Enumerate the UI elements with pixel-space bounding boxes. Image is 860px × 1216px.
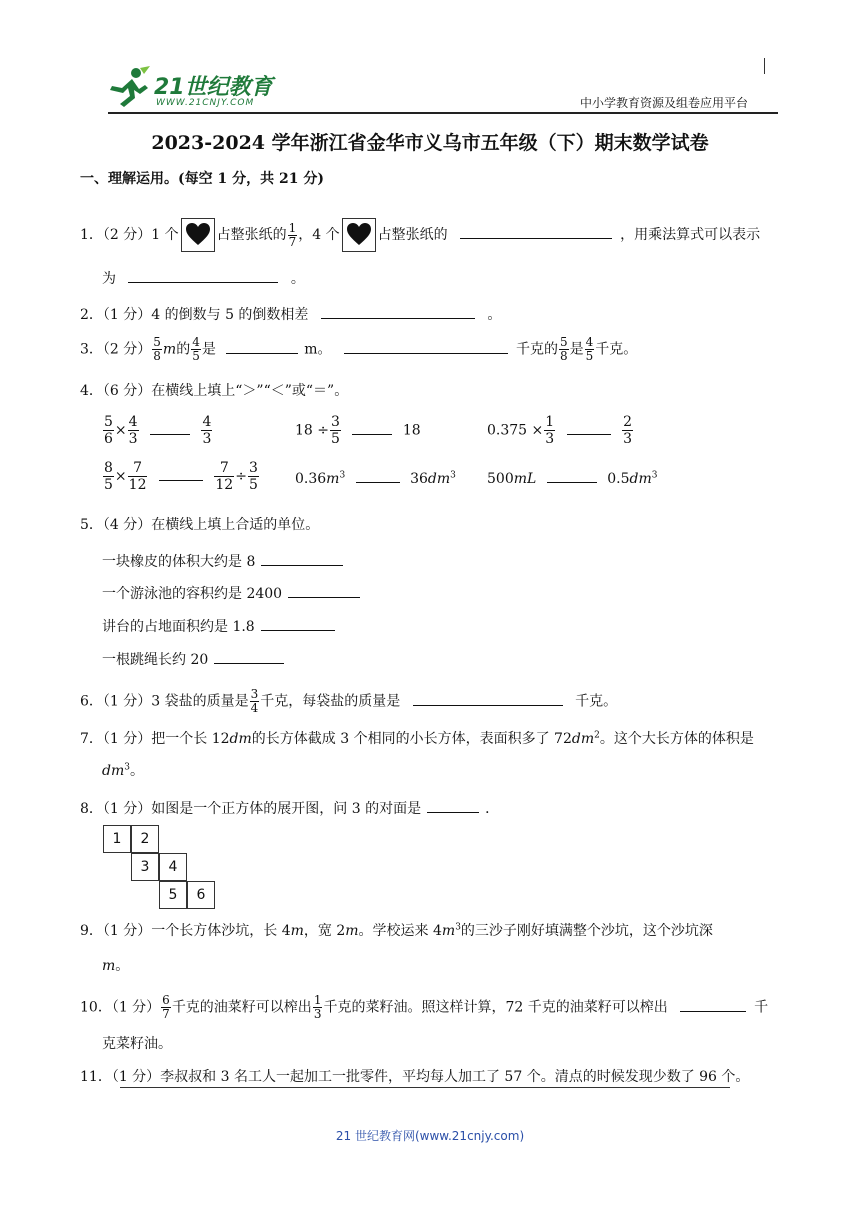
q4-blank-3[interactable] <box>567 420 611 435</box>
q5-item-4: 一根跳绳长约 20 <box>102 649 284 669</box>
q2-answer-blank[interactable] <box>321 304 475 319</box>
q1-text-d: 占整张纸的 <box>377 227 448 243</box>
footer-text: 21 世纪教育网(www.21cnjy.com) <box>335 1129 525 1143</box>
q4-blank-5[interactable] <box>356 468 400 483</box>
q3-answer-blank-1[interactable] <box>226 339 298 354</box>
net-cell-5: 5 <box>159 881 187 909</box>
header-vertical-bar <box>764 58 765 74</box>
q4-item-1: $\frac{5}{6}$ × $\frac{4}{3}$ $\frac{4}{3}$ <box>104 414 212 447</box>
question-6: 6．（1 分）3 袋盐的质量是 $\frac{3}{4}$ 千克，每袋盐的质量是 千克。 <box>80 687 618 715</box>
q3-fraction-4: $\frac{4}{5}$ <box>585 335 594 363</box>
question-1 <box>80 218 760 252</box>
q4-blank-4[interactable] <box>159 466 203 481</box>
q1-text-e: ，用乘法算式可以表示 <box>620 227 761 243</box>
q3-fraction-2: $\frac{4}{5}$ <box>192 335 200 363</box>
header-platform-text: 中小学教育资源及组卷应用平台 <box>580 96 749 110</box>
question-8: 8．（1 分）如图是一个正方体的展开图，问 3 的对面是 ． <box>80 798 499 818</box>
question-4-stem: 4．（6 分）在横线上填上“＞”“＜”或“＝”。 <box>80 383 349 399</box>
q1-answer-blank-1[interactable] <box>460 224 612 239</box>
net-cell-2: 2 <box>131 825 159 853</box>
net-cell-3: 3 <box>131 853 159 881</box>
net-cell-1: 1 <box>103 825 131 853</box>
question-1-line-2: 为 。 <box>102 268 305 288</box>
footer-rule <box>120 1087 730 1088</box>
question-3: 3．（2 分） $\frac{5}{8}$ m的 $\frac{4}{5}$ 是 m。 千克的 $\frac{5}{8}$ 是 $\frac{4}{5}$ 千克。 <box>80 335 638 363</box>
q3-answer-blank-2[interactable] <box>344 339 508 354</box>
net-cell-4: 4 <box>159 853 187 881</box>
q4-item-4: $\frac{8}{5}$ × $\frac{7}{12}$ $\frac{7}{12}$ ÷ $\frac{3}{5}$ <box>104 460 258 493</box>
q5-item-3: 讲台的占地面积约是 1.8 <box>102 616 335 636</box>
q1-answer-blank-2[interactable] <box>128 268 278 283</box>
q1-text-a: 1．（2 分）1 个 <box>80 227 179 243</box>
q4-blank-6[interactable] <box>547 468 597 483</box>
question-10-line-2: 克菜籽油。 <box>102 1036 172 1052</box>
header-rule <box>108 112 778 114</box>
q4-blank-2[interactable] <box>352 420 392 435</box>
q1-text-c: ，4 个 <box>298 227 340 243</box>
q4-blank-1[interactable] <box>150 420 190 435</box>
q5-item-1: 一块橡皮的体积大约是 8 <box>102 551 343 571</box>
q6-answer-blank[interactable] <box>413 691 563 706</box>
runner-logo-icon <box>104 66 152 108</box>
q4-item-5: $0.36m^3$ $36dm^3$ <box>295 468 456 487</box>
cube-net-diagram <box>103 825 219 911</box>
question-5-stem: 5．（4 分）在横线上填上合适的单位。 <box>80 517 320 533</box>
question-11: 11．（1 分）李叔叔和 3 名工人一起加工一批零件，平均每人加工了 57 个。清点的时候发现少数了 96 个。 <box>80 1069 750 1085</box>
question-2: 2．（1 分）4 的倒数与 5 的倒数相差 。 <box>80 304 501 324</box>
net-cell-6: 6 <box>187 881 215 909</box>
q4-item-2: 18 ÷ $\frac{3}{5}$ 18 <box>295 414 421 447</box>
q5-blank-1[interactable] <box>261 551 343 566</box>
heart-card-icon <box>181 218 215 252</box>
q5-blank-4[interactable] <box>214 649 284 664</box>
heart-card-icon <box>342 218 376 252</box>
q1-text-b: 占整张纸的 <box>216 227 287 243</box>
q3-fraction-1: $\frac{5}{8}$ <box>153 335 161 363</box>
q4-item-6: 500mL $0.5dm^3$ <box>487 468 657 487</box>
q5-blank-2[interactable] <box>288 583 360 598</box>
logo-url: WWW.21CNJY.COM <box>156 98 255 108</box>
section-1-heading: 一、理解运用。(每空 1 分，共 21 分) <box>80 171 324 187</box>
question-7: 7．（1 分）把一个长 12dm的长方体截成 3 个相同的小长方体，表面积多了 $72dm^2$。这个大长方体的体积是 <box>80 730 754 747</box>
q5-blank-3[interactable] <box>261 616 335 631</box>
q3-fraction-3: $\frac{5}{8}$ <box>560 335 568 363</box>
q4-item-3: 0.375 × $\frac{1}{3}$ $\frac{2}{3}$ <box>487 414 633 447</box>
page-title: 2023-2024 学年浙江省金华市义乌市五年级（下）期末数学试卷 <box>151 132 709 154</box>
question-9: 9．（1 分）一个长方体沙坑，长 4m，宽 2m。学校运来 $4m^3$的三沙子刚好填满整个沙坑，这个沙坑深 <box>80 922 713 939</box>
logo-text: 21世纪教育 <box>154 75 273 100</box>
question-9-line-2: m。 <box>102 958 130 974</box>
question-7-line-2: $dm^3$。 <box>102 762 144 779</box>
q10-answer-blank[interactable] <box>680 997 746 1012</box>
question-10: 10．（1 分） $\frac{6}{7}$ 千克的油菜籽可以榨出 $\frac{1}{3}$ 千克的菜籽油。照这样计算，72 千克的油菜籽可以榨出 千 <box>80 993 769 1021</box>
q8-answer-blank[interactable] <box>427 798 479 813</box>
q5-item-2: 一个游泳池的容积约是 2400 <box>102 583 360 603</box>
q1-fraction: $\frac{1}{7}$ <box>288 220 297 249</box>
logo <box>104 62 274 112</box>
